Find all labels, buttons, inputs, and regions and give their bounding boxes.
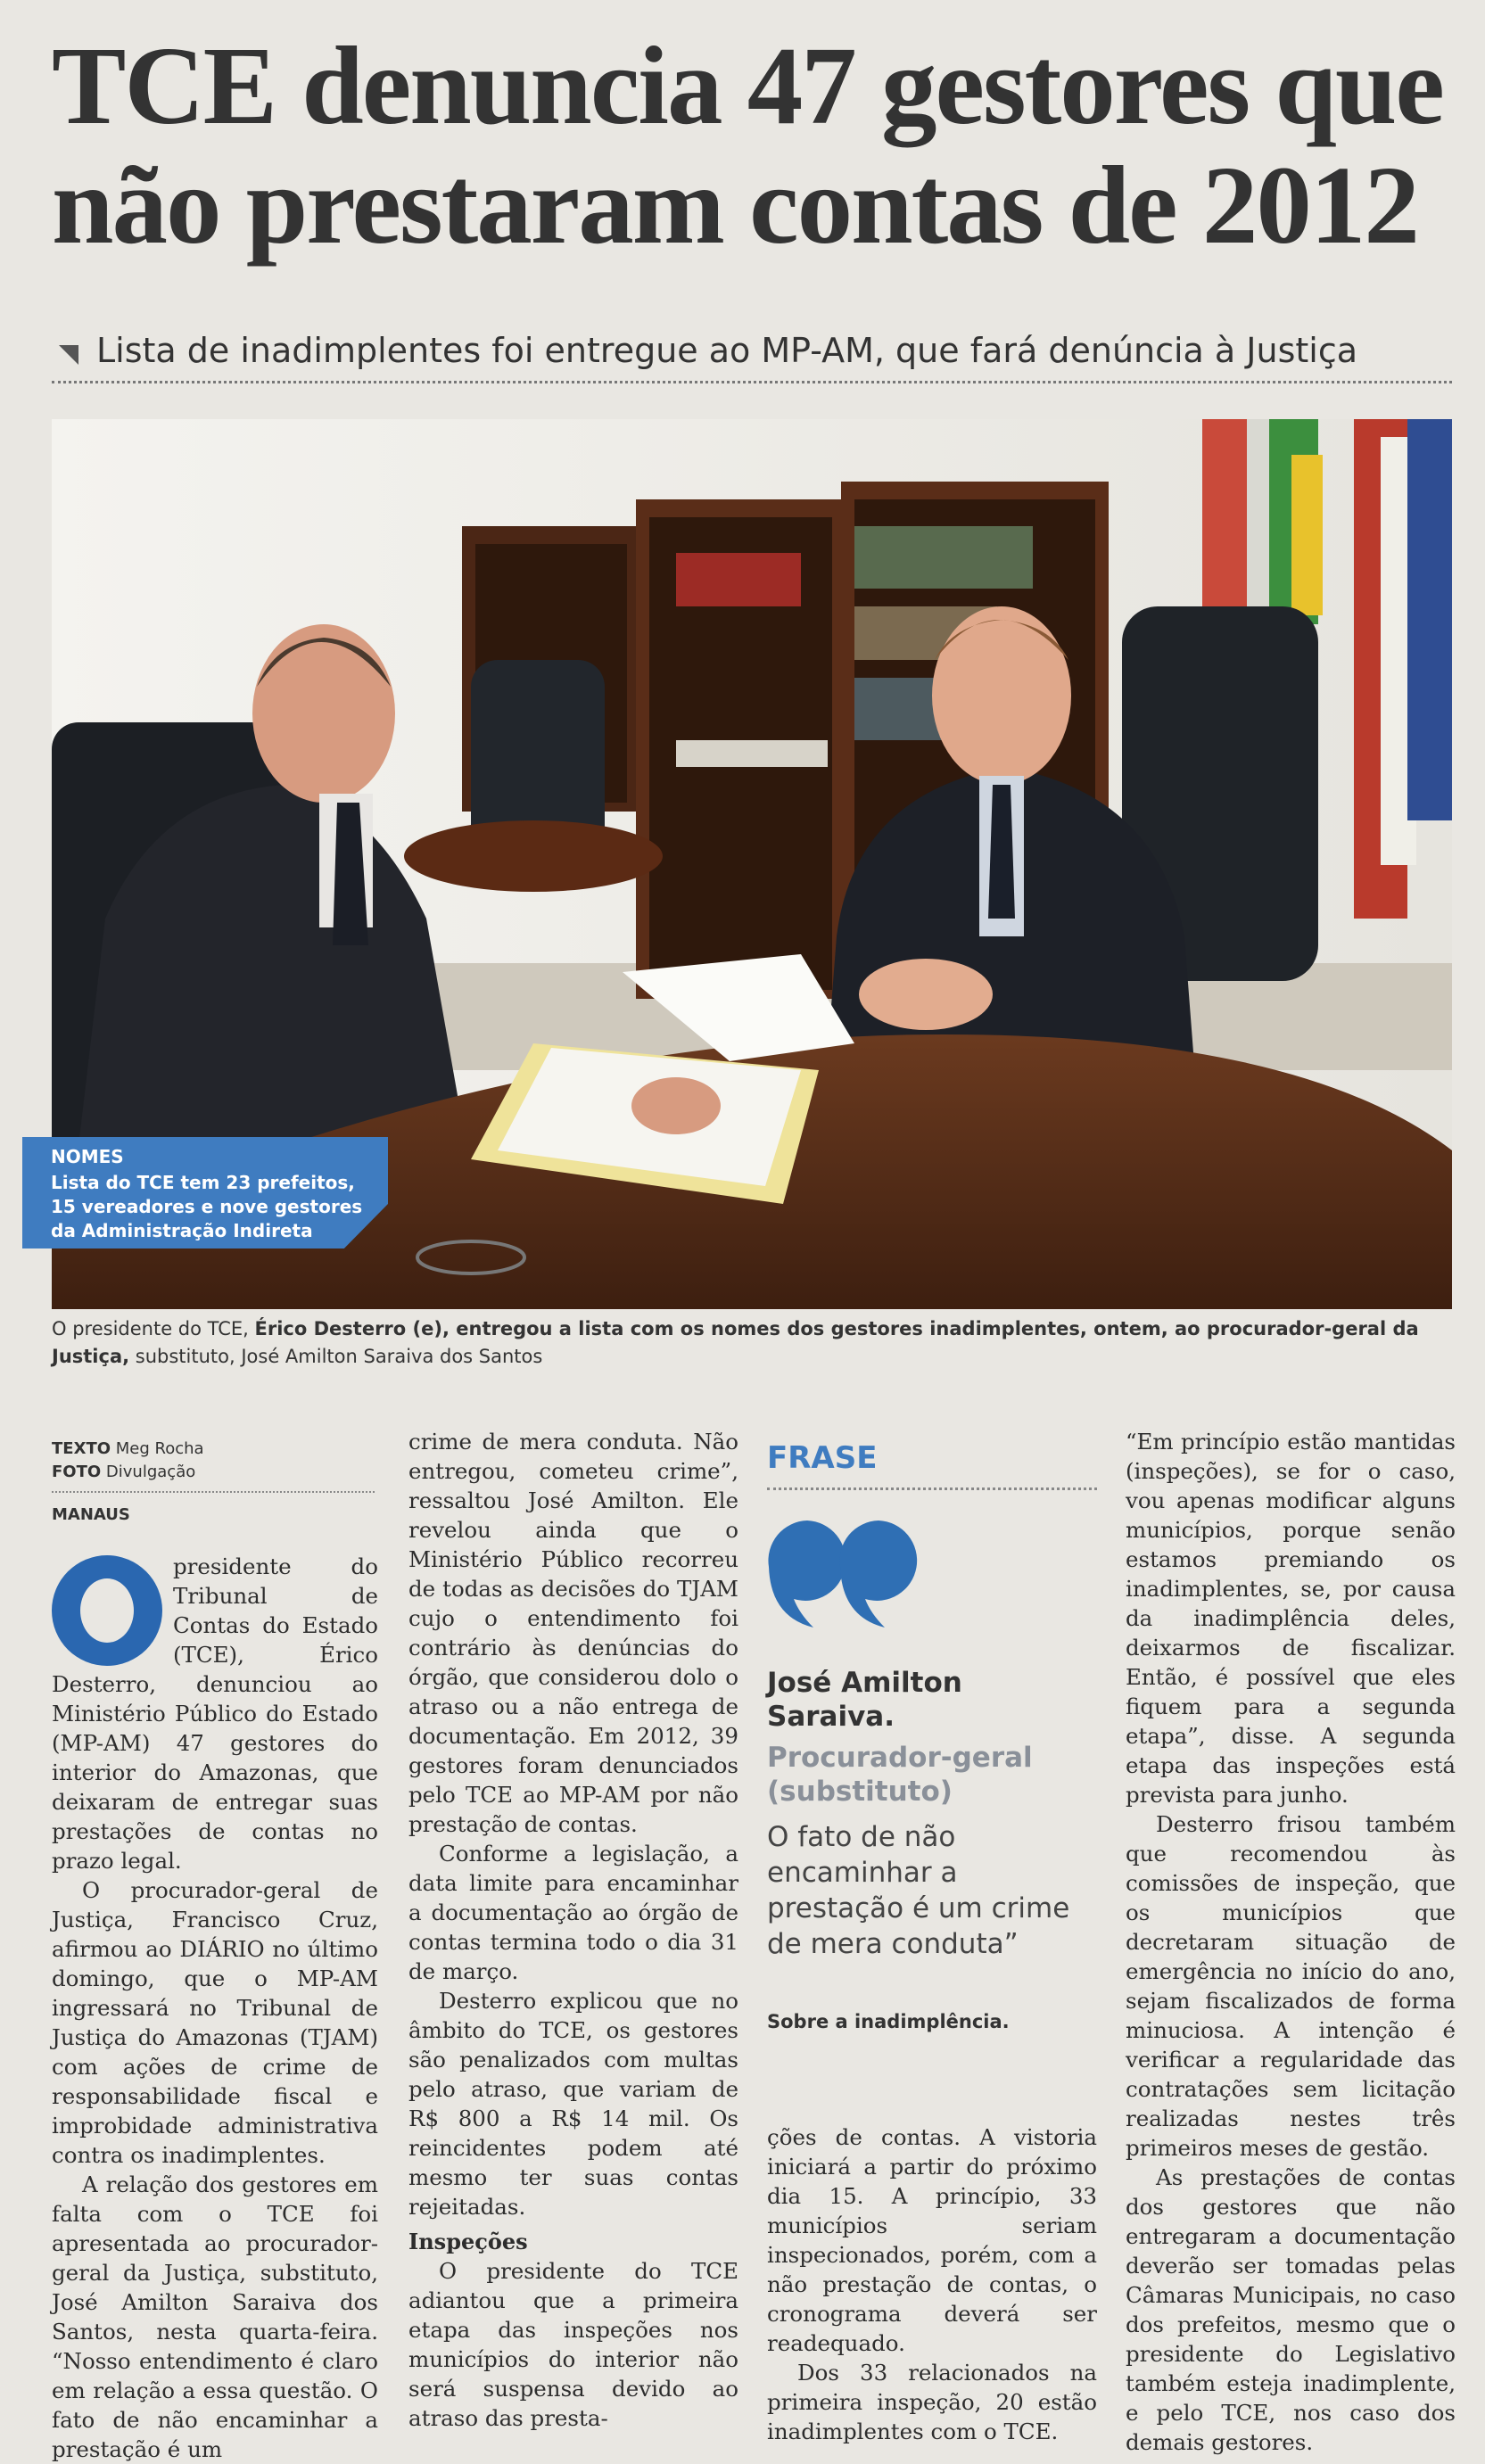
paragraph: Desterro explicou que no âmbito do TCE, os gestores são penalizados com multas pelo atraso, que variam de R$ 800 a R$ 14 mil. Os reincidentes podem até mesmo ter suas contas rejeitadas.	[408, 1988, 738, 2220]
article-column-2	[408, 1427, 738, 2433]
photo-callout	[22, 1137, 388, 1262]
quote-author-role: Procurador-geral (substituto)	[767, 1742, 1033, 1808]
photo-credit	[52, 1461, 373, 1484]
dateline: MANAUS	[52, 1505, 130, 1524]
byline	[52, 1438, 373, 1484]
byline-divider	[52, 1491, 375, 1493]
section-heading-inspecoes: Inspeções	[408, 2229, 528, 2254]
paragraph: ções de contas. A vistoria iniciará a partir do próximo dia 15. A princípio, 33 municípios seriam inspecionados, porém, com a não prestação de contas, o cronograma deverá ser readequado.	[767, 2124, 1097, 2356]
text-credit	[52, 1438, 373, 1461]
quote-author: José Amilton Saraiva.	[767, 1667, 962, 1733]
paragraph: Conforme a legislação, a data limite para encaminhar a documentação ao órgão de contas termina todo o dia 31 de março.	[408, 1841, 738, 1984]
photo-credit-value: Divulgação	[105, 1463, 196, 1481]
caption-bold: Érico Desterro (e), entregou a lista com os nomes dos gestores inadimplentes, ontem, ao procurador-geral da Justiça,	[52, 1318, 1419, 1367]
photo-caption	[52, 1315, 1452, 1371]
photo-credit-label: FOTO	[52, 1463, 102, 1481]
article-column-3	[767, 2122, 1097, 2446]
quote-box-title: FRASE	[767, 1440, 878, 1476]
article-column-1	[52, 1552, 378, 2464]
quote-context: Sobre a inadimplência.	[767, 2011, 1010, 2032]
caption-suffix: substituto, José Amilton Saraiva dos Santos	[129, 1346, 543, 1367]
paragraph: Dos 33 relacionados na primeira inspeção, 20 estão inadimplentes com o TCE.	[767, 2360, 1097, 2444]
paragraph: crime de mera conduta. Não entregou, cometeu crime”, ressaltou José Amilton. Ele revelou ainda que o Ministério Público recorreu de todas as decisões do TJAM cujo o entendimento foi contrário às denúncias do órgão, que considerou dolo o atraso ou a não entrega de documentação. Em 2012, 39 gestores foram denunciados pelo TCE ao MP-AM por não prestação de contas.	[408, 1429, 738, 1837]
paragraph: A relação dos gestores em falta com o TCE foi apresentada ao procurador-geral da Justiça, substituto, José Amilton Saraiva dos Santos, nesta quarta-feira. “Nosso entendimento é claro em relação a essa questão. O fato de não encaminhar a prestação é um	[52, 2171, 378, 2462]
callout-title: NOMES	[51, 1146, 124, 1167]
dropcap-o-icon	[52, 1555, 162, 1666]
subheadline-bar	[52, 326, 1452, 383]
text-credit-value: Meg Rocha	[115, 1439, 204, 1458]
paragraph: O procurador-geral de Justiça, Francisco Cruz, afirmou ao DIÁRIO no último domingo, que o MP-AM ingressará no Tribunal de Justiça do Amazonas (TJAM) com ações de crime de responsabilidade fiscal e improbidade administrativa contra os inadimplentes.	[52, 1877, 378, 2168]
paragraph: O presidente do TCE adiantou que a primeira etapa das inspeções nos municípios do interior não será suspensa devido ao atraso das presta-	[408, 2258, 738, 2431]
article-column-4	[1126, 1427, 1456, 2457]
quote-box-divider	[767, 1487, 1097, 1490]
headline: TCE denuncia 47 gestores que não prestaram contas de 2012	[52, 25, 1443, 268]
text-credit-label: TEXTO	[52, 1439, 111, 1458]
paragraph: Desterro frisou também que recomendou às comissões de inspeção, que os municípios que decretaram situação de emergência no início do ano, sejam fiscalizados de forma minuciosa. A intenção é verificar a regularidade das contratações sem licitação realizadas nestes três primeiros meses de gestão.	[1126, 1811, 1456, 2161]
callout-text: Lista do TCE tem 23 prefeitos, 15 vereadores e nove gestores da Administração Indireta	[51, 1172, 363, 1241]
paragraph: presidente do Tribunal de Contas do Estado (TCE), Érico Desterro, denunciou ao Ministério Público do Estado (MP-AM) 47 gestores do interior do Amazonas, que deixaram de entregar suas prestações de contas no prazo legal.	[52, 1553, 378, 1874]
paragraph: As prestações de contas dos gestores que não entregaram a documentação deverão ser tomadas pelas Câmaras Municipais, no caso dos prefeitos, mesmo que o presidente do Legislativo também esteja inadimplente, e pelo TCE, nos caso dos demais gestores.	[1126, 2164, 1456, 2455]
caption-prefix: O presidente do TCE,	[52, 1318, 255, 1339]
paragraph: “Em princípio estão mantidas (inspeções), se for o caso, vou apenas modificar alguns municípios, porque senão estamos premiando os inadimplentes, se, por causa da inadimplência deles, deixarmos de fiscalizar. Então, é possível que eles fiquem para a segunda etapa”, disse. A segunda etapa das inspeções está prevista para junho.	[1126, 1429, 1456, 1808]
quotation-mark-icon	[767, 1520, 919, 1629]
quote-text: O fato de não encaminhar a prestação é um crime de mera conduta”	[767, 1821, 1070, 1960]
subheadline: Lista de inadimplentes foi entregue ao MP-AM, que fará denúncia à Justiça	[96, 331, 1358, 370]
triangle-bullet-icon	[59, 345, 78, 365]
